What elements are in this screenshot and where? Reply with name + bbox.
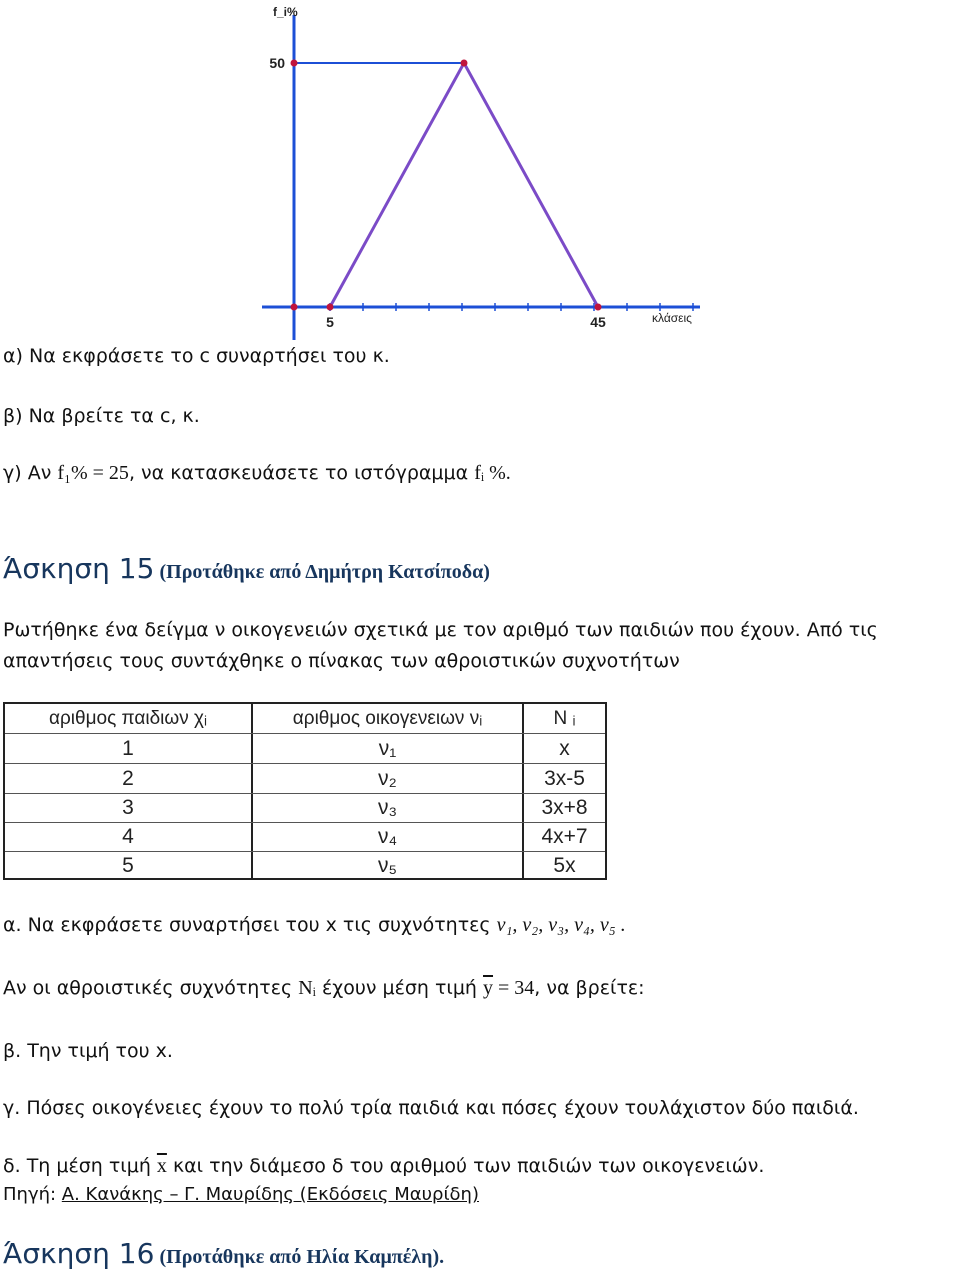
question-d-rest: και την διάμεσο δ του αριθμού των παιδιών των οικογενειών. [166, 1155, 765, 1177]
table-row [5, 764, 605, 793]
table-header-families: αριθμος οικογενειων νᵢ [292, 707, 483, 729]
table-header-row [5, 704, 605, 733]
table-cell: ν₁ [378, 736, 397, 760]
table-cell: 2 [122, 766, 134, 790]
condition-math-value: = 34 [493, 977, 535, 999]
table-cell: 5 [122, 853, 134, 877]
data-point-1 [461, 60, 468, 67]
cumulative-frequency-table [3, 702, 607, 880]
exercise-15-question-d [3, 1155, 764, 1178]
table-row [5, 734, 605, 763]
condition-math-ybar: $\overline{y}$ [483, 977, 494, 999]
question-d-xbar: $\overline{x}$ [156, 1155, 167, 1177]
table-cell: 3x-5 [544, 766, 585, 790]
condition-end: , να βρείτε: [534, 977, 645, 999]
y-tick-label-50: 50 [269, 55, 285, 71]
exercise-15-title: Άσκηση 15 [3, 552, 155, 585]
x-axis-label: κλάσεις [652, 311, 692, 325]
condition-prefix: Αν οι αθροιστικές συχνότητες [3, 977, 299, 999]
question-d-prefix: δ. Τη μέση τιμή [3, 1155, 157, 1177]
table-cell: 1 [122, 736, 134, 760]
table-cell: ν₃ [377, 795, 398, 819]
frequency-polygon-chart [0, 0, 960, 345]
question-c-prefix: γ) Αν [3, 462, 58, 484]
table-cell: 3x+8 [541, 795, 588, 819]
data-point-0 [327, 304, 334, 311]
table-cell: ν₅ [378, 853, 397, 877]
exercise-15-condition [3, 977, 645, 1000]
table-row [5, 851, 605, 880]
exercise-16-title: Άσκηση 16 [3, 1237, 155, 1270]
question-c-math: f₁% = 25 [57, 462, 129, 484]
exercise-15-question-c: γ. Πόσες οικογένειες έχουν το πολύ τρία παιδιά και πόσες έχουν τουλάχιστον δύο παιδιά. [3, 1097, 859, 1119]
question-c-math2: fᵢ %. [474, 462, 511, 484]
exercise-15-question-b: β. Την τιμή του x. [3, 1040, 173, 1062]
table-cell: 5x [553, 853, 576, 877]
exercise-15-question-a [3, 914, 626, 937]
table-header-children: αριθμος παιδιων χᵢ [49, 707, 207, 729]
y-tick-point-50 [291, 60, 298, 67]
table-header-cumulative: N ᵢ [553, 707, 576, 729]
table-row [5, 793, 605, 822]
table-cell: ν₂ [378, 766, 397, 790]
question-a: α) Να εκφράσετε το c συναρτήσει του κ. [3, 345, 390, 367]
table-cell: ν₄ [377, 824, 398, 848]
x-tick-label-5: 5 [326, 314, 334, 330]
table-cell: 3 [122, 795, 134, 819]
table-row [5, 822, 605, 851]
condition-middle: έχουν μέση τιμή [315, 977, 484, 999]
exercise-15-proposed: (Προτάθηκε από Δημήτρη Κατσίποδα) [159, 561, 490, 583]
table-cell: x [559, 736, 570, 760]
condition-math-n: Nᵢ [298, 977, 316, 999]
source-label: Πηγή: [3, 1184, 62, 1205]
exercise-15-intro-1: Ρωτήθηκε ένα δείγμα ν οικογενειών σχετικά με τον αριθμό των παιδιών που έχουν. Από τις [3, 619, 878, 641]
question-c-middle: , να κατασκευάσετε το ιστόγραμμα [128, 462, 475, 484]
origin-point [291, 304, 298, 311]
exercise-15-source [3, 1184, 479, 1205]
series-line [330, 63, 598, 307]
exercise-15-intro-2: απαντήσεις τους συντάχθηκε ο πίνακας των αθροιστικών συχνοτήτων [3, 650, 680, 672]
question-a-math: ν₁, ν₂, ν₃, ν₄, ν₅ . [496, 914, 626, 936]
y-axis-label: f_i% [273, 5, 298, 19]
exercise-15-heading [3, 552, 490, 585]
table-cell: 4x+7 [541, 824, 588, 848]
question-a-text: α. Να εκφράσετε συναρτήσει του x τις συχνότητες [3, 914, 497, 936]
exercise-16-proposed: (Προτάθηκε από Ηλία Καμπέλη). [159, 1246, 445, 1268]
exercise-16-heading [3, 1237, 444, 1270]
source-value: Α. Κανάκης – Γ. Μαυρίδης (Εκδόσεις Μαυρίδη) [61, 1184, 479, 1205]
x-tick-label-45: 45 [590, 314, 606, 330]
question-c [3, 462, 511, 485]
question-b: β) Να βρείτε τα c, κ. [3, 405, 200, 427]
table-cell: 4 [122, 824, 134, 848]
data-point-2 [595, 304, 602, 311]
